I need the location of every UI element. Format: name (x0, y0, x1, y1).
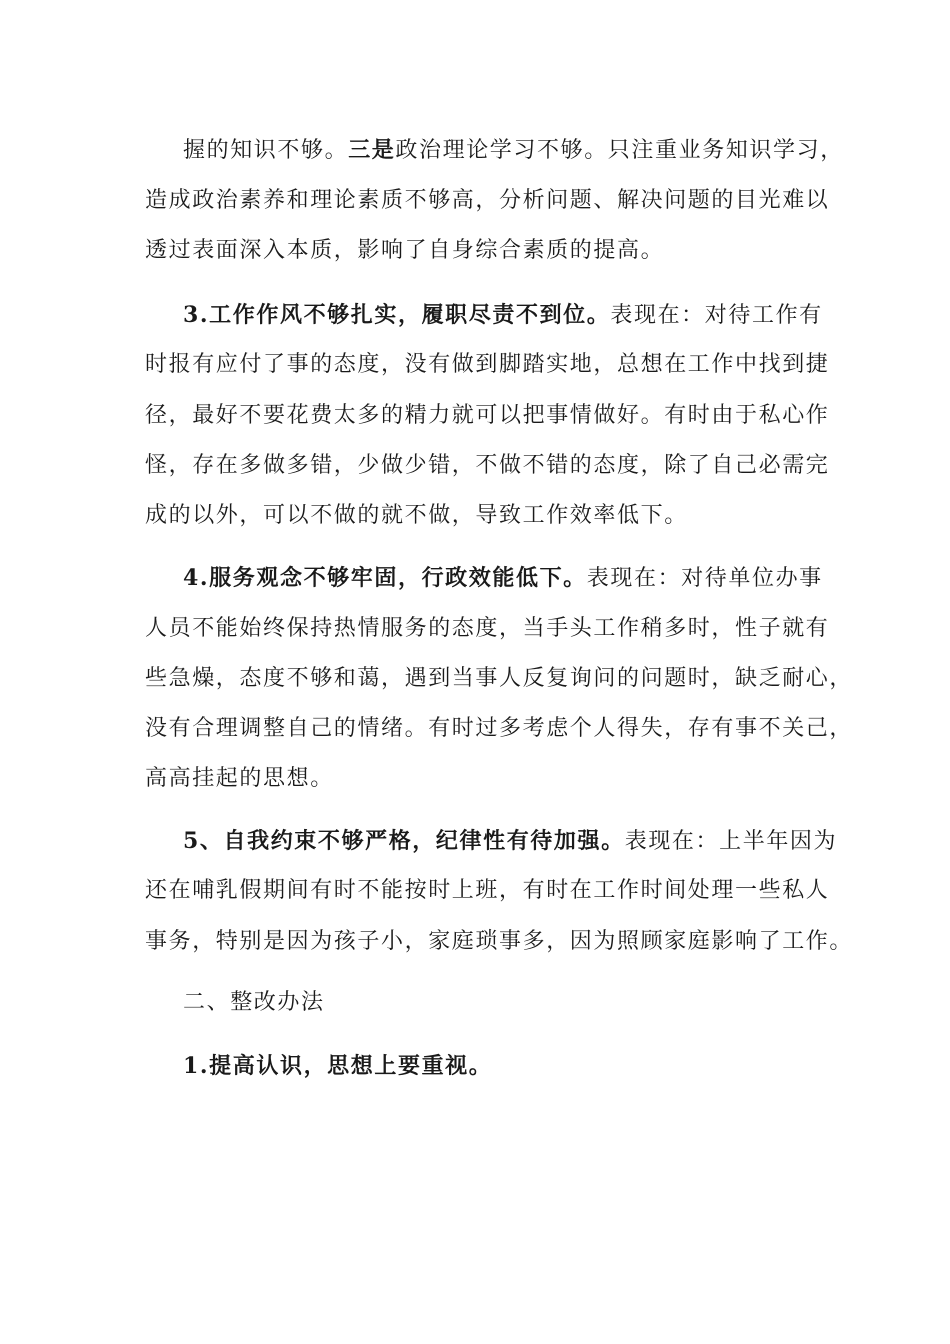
paragraph-3-line-5: 高高挂起的思想。 (145, 766, 334, 791)
paragraph-4-line-1 (183, 826, 838, 856)
paragraph-3-line-3: 些急燥，态度不够和蔼，遇到当事人反复询问的问题时，缺乏耐心， (145, 666, 854, 691)
paragraph-2-line-1 (183, 300, 823, 330)
paragraph-2-line-3: 径，最好不要花费太多的精力就可以把事情做好。有时由于私心作 (145, 403, 830, 428)
emphasis-marker: 三是 (348, 137, 396, 163)
paragraph-4-heading: 5、自我约束不够严格，纪律性有待加强。 (183, 828, 625, 854)
text-span: 政治理论学习不够。只注重业务知识学习， (395, 138, 844, 163)
paragraph-3-heading: 4.服务观念不够牢固，行政效能低下。 (183, 565, 587, 591)
paragraph-2-line-2: 时报有应付了事的态度，没有做到脚踏实地，总想在工作中找到捷 (145, 352, 830, 377)
paragraph-4-line-3: 事务，特别是因为孩子小，家庭琐事多，因为照顾家庭影响了工作。 (145, 929, 854, 954)
text-span: 表现在：对待单位办事 (586, 566, 823, 591)
text-span: 表现在：上半年因为 (624, 829, 838, 854)
paragraph-1-line-3: 透过表面深入本质，影响了自身综合素质的提高。 (145, 238, 665, 263)
paragraph-1-line-1 (183, 135, 844, 165)
paragraph-3-line-4: 没有合理调整自己的情绪。有时过多考虑个人得失，存有事不关己， (145, 716, 854, 741)
paragraph-2-line-4: 怪，存在多做多错，少做少错，不做不错的态度，除了自己必需完 (145, 453, 830, 478)
paragraph-2-line-5: 成的以外，可以不做的就不做，导致工作效率低下。 (145, 503, 688, 528)
sub-heading: 1.提高认识，思想上要重视。 (183, 1053, 493, 1079)
text-span: 握的知识不够。 (183, 138, 349, 163)
paragraph-3-line-1 (183, 563, 823, 593)
paragraph-2-heading: 3.工作作风不够扎实，履职尽责不到位。 (183, 302, 611, 328)
paragraph-1-line-2: 造成政治素养和理论素质不够高，分析问题、解决问题的目光难以 (145, 188, 830, 213)
section-heading: 二、整改办法 (183, 990, 325, 1015)
text-span: 表现在：对待工作有 (610, 303, 823, 328)
paragraph-3-line-2: 人员不能始终保持热情服务的态度，当手头工作稍多时，性子就有 (145, 616, 830, 641)
paragraph-4-line-2: 还在哺乳假期间有时不能按时上班，有时在工作时间处理一些私人 (145, 878, 830, 903)
